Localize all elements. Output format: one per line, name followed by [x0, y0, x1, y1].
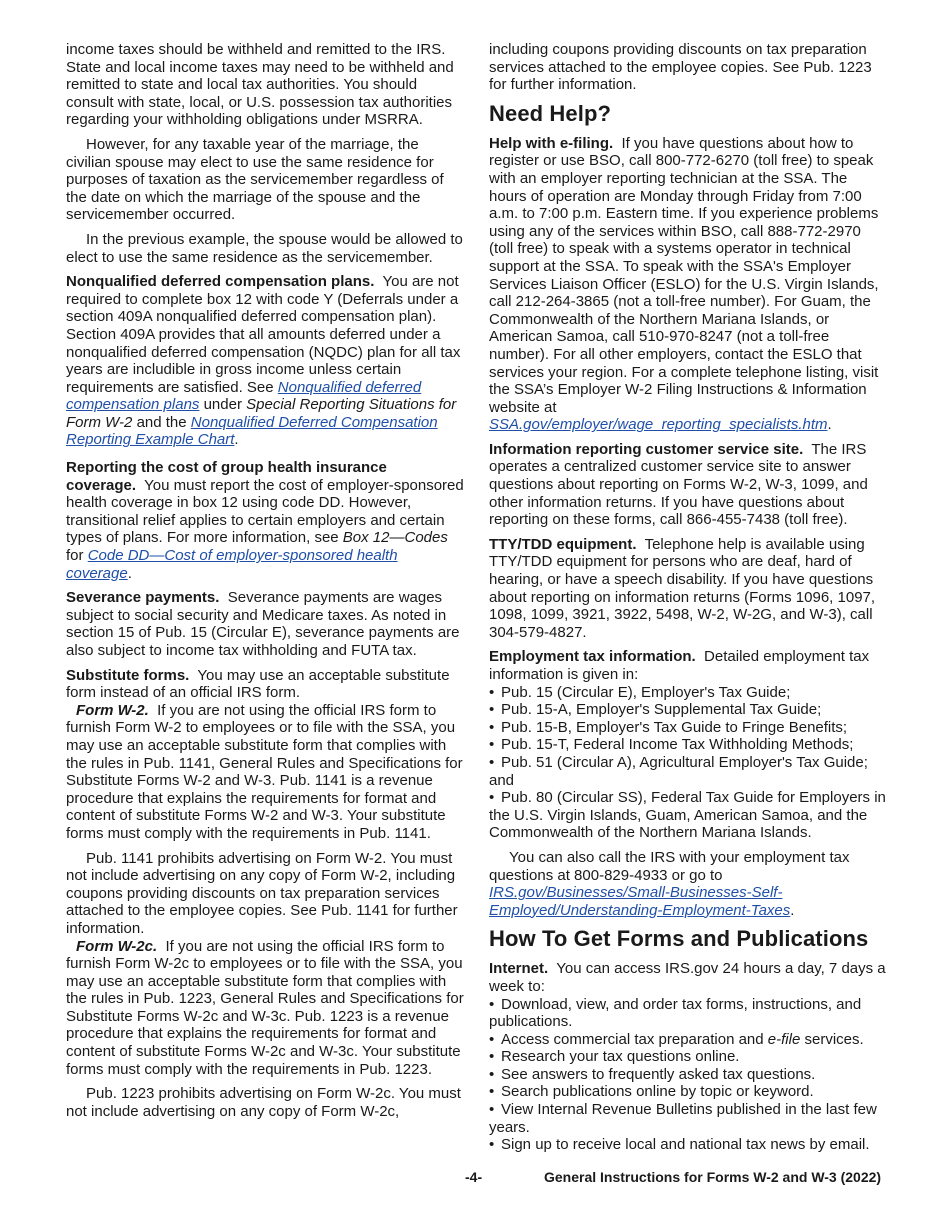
list-item: • Pub. 15-A, Employer's Supplemental Tax Guide; [489, 701, 822, 719]
left-column [66, 41, 464, 1127]
severance-heading: Severance payments. [66, 589, 220, 607]
list-item: • Pub. 15-B, Employer's Tax Guide to Fringe Benefits; [489, 718, 848, 736]
internet-heading: Internet. [489, 960, 549, 978]
section-nqdc: Nonqualified deferred compensation plans. You are not required to complete box 12 with code Y (Deferrals under a section 409A nonqualified deferred compensation plan). Section 409A provides that all amounts deferred under a nonqualified deferred compensation (NQDC) plan for all tax years are includible in gross income unless certain requirements are satisfied. See Nonqualified deferred compensation plans under Special Reporting Situations for Form W-2 and the Nonqualified Deferred Compensation Reporting Example Chart. [66, 273, 461, 449]
severance-text: Severance payments are wages subject to social security and Medicare taxes. As noted in section 15 of Pub. 15 (Circular E), severance payments are also subject to income tax withholding and FUTA tax. [66, 589, 460, 659]
right-column [489, 41, 886, 1154]
form-w2c-text: If you are not using the official IRS form to furnish Form W-2c to employees or to file with the SSA, you may use an acceptable substitute form that complies with the rules in Pub. 1223, General Rules and Specifications for Substitute Forms W-2c and W-3c. Pub. 1223 is a revenue procedure that explains the requirements for format and content of substitute Forms W-2c and W-3c. Your substitute forms must comply with the requirements in Pub. 1223. [66, 937, 464, 1078]
health-for: for [66, 547, 84, 565]
section-internet [489, 960, 886, 995]
paragraph-continued: including coupons providing discounts on tax preparation services attached to the employee copies. See Pub. 1223 for further information. [489, 41, 872, 94]
paragraph-msrra: income taxes should be withheld and remitted to the IRS. State and local income taxes may need to be withheld and remitted to state and local tax authorities. You should consult with state, local, or U.S. possession tax authorities regarding your withholding obligations under MSRRA. [66, 41, 454, 129]
efiling-text: If you have questions about how to register or use BSO, call 800-772-6270 (toll free) to speak with an employer reporting technician at the SSA. The hours of operation are Monday through Friday from 7:00 a.m. to 7:00 p.m. Eastern time. If you experience problems using any of the services within BSO, call 888-772-2970 (toll free) to speak with a systems operator in technical support at the SSA. To speak with the SSA's Employer Services Liaison Officer (ESLO) for the U.S. Virgin Islands, call 212-264-3865 (not a toll-free number). For Guam, the Commonwealth of the Northern Mariana Islands, or American Samoa, call 510-970-8247 (not a toll-free number). For all other employers, contact the ESLO that services your region. For a complete telephone listing, visit the SSA’s Employer W-2 Filing Instructions & Information website at [489, 134, 879, 416]
list-item: • Pub. 80 (Circular SS), Federal Tax Guide for Employers in the U.S. Virgin Islands, Guam, American Samoa, and the Commonwealth of the Northern Mariana Islands. [489, 789, 886, 842]
info-reporting-heading: Information reporting customer service site. [489, 440, 804, 458]
section-substitute-forms [66, 667, 464, 702]
section-severance [66, 589, 464, 659]
nqdc-italic-ref: Special Reporting Situations for Form W-2 [66, 396, 457, 431]
efiling-heading: Help with e-filing. [489, 134, 614, 152]
nqdc-chart-link[interactable]: Nonqualified Deferred Compensation Reporting Example Chart [66, 413, 438, 449]
section-employment-tax [489, 648, 886, 683]
nqdc-heading: Nonqualified deferred compensation plans. [66, 273, 375, 291]
list-item: • Pub. 15-T, Federal Income Tax Withholding Methods; [489, 736, 854, 754]
paragraph-civilian-spouse: However, for any taxable year of the marriage, the civilian spouse may elect to use the same residence for purposes of taxation as the servicemember regardless of the date on which the marriage of the spouse and the servicemember occurred. [66, 135, 444, 224]
nqdc-and: and the [136, 413, 187, 431]
list-item: • Access commercial tax preparation and e-file services. [489, 1030, 864, 1048]
list-item: • See answers to frequently asked tax questions. [489, 1065, 816, 1083]
employment-tax-text: Detailed employment tax information is given in: [489, 648, 870, 683]
employment-tax-list [489, 684, 886, 842]
section-form-w2 [66, 702, 464, 843]
list-item: • Pub. 51 (Circular A), Agricultural Employer's Tax Guide; and [489, 753, 868, 789]
section-health-coverage: Reporting the cost of group health insurance coverage. You must report the cost of employer-sponsored health coverage in box 12 using code DD. However, transitional relief applies to certain employers and certain types of plans. For more information, see Box 12—Codes for Code DD—Cost of employer-sponsored health coverage. [66, 459, 464, 582]
internet-text: You can access IRS.gov 24 hours a day, 7 days a week to: [489, 960, 886, 995]
need-help-heading: Need Help? [489, 100, 612, 126]
substitute-heading: Substitute forms. [66, 666, 190, 684]
section-info-reporting [489, 441, 886, 529]
health-text: You must report the cost of employer-sponsored health coverage in box 12 using code DD. However, transitional relief applies to certain employers and certain types of plans. For more information, see [66, 476, 464, 547]
internet-list [489, 996, 886, 1154]
paragraph-w2c-advertising: Pub. 1223 prohibits advertising on Form W-2c. You must not include advertising on any copy of Form W-2c, [66, 1085, 461, 1120]
paragraph-call-irs: You can also call the IRS with your employment tax questions at 800-829-4933 or go to IRS.gov/Businesses/Small-Businesses-Self-Employed/Understanding-Employment-Taxes. [489, 848, 850, 919]
section-efiling: Help with e-filing. If you have questions about how to register or use BSO, call 800-772-6270 (toll free) to speak with an employer reporting technician at the SSA. The hours of operation are Monday through Friday from 7:00 a.m. to 7:00 p.m. Eastern time. If you experience problems using any of the services within BSO, call 888-772-2970 (toll free) to speak with a systems operator in technical support at the SSA. To speak with the SSA's Employer Services Liaison Officer (ESLO) for the U.S. Virgin Islands, call 212-264-3865 (not a toll-free number). For Guam, the Commonwealth of the Northern Mariana Islands, or American Samoa, call 510-970-8247 (not a toll-free number). For all other employers, contact the ESLO that services your region. For a complete telephone listing, visit the SSA’s Employer W-2 Filing Instructions & Information website at SSA.gov/employer/wage_reporting_specialists.htm. [489, 134, 879, 434]
forms-publications-heading: How To Get Forms and Publications [489, 926, 869, 952]
ssa-link[interactable]: SSA.gov/employer/wage_reporting_specialists.htm [489, 416, 828, 434]
nqdc-link[interactable]: Nonqualified deferred compensation plans [66, 378, 422, 414]
form-w2-heading: Form W-2. [76, 701, 149, 719]
section-tty [489, 536, 886, 642]
nqdc-text: You are not required to complete box 12 with code Y (Deferrals under a section 409A nonqualified deferred compensation plan). Section 409A provides that all amounts deferred under a nonqualified deferred compensation (NQDC) plan for all tax years are includible in gross income unless certain requirements are satisfied. See [66, 273, 461, 396]
list-item: • Download, view, and order tax forms, instructions, and publications. [489, 995, 862, 1031]
list-item: • Sign up to receive local and national tax news by email. [489, 1136, 870, 1154]
footer-title: General Instructions for Forms W-2 and W-3 (2022) [544, 1169, 882, 1185]
form-w2c-heading: Form W-2c. [76, 937, 158, 955]
call-irs-text: You can also call the IRS with your employment tax questions at 800-829-4933 or go to [489, 848, 850, 884]
list-item: • Research your tax questions online. [489, 1048, 740, 1066]
list-item: • Pub. 15 (Circular E), Employer's Tax Guide; [489, 683, 791, 701]
code-dd-link[interactable]: Code DD—Cost of employer-sponsored health coverage [66, 547, 398, 582]
paragraph-w2-advertising: Pub. 1141 prohibits advertising on Form W-2. You must not include advertising on any copy of Form W-2, including coupons providing discounts on tax preparation services attached to the employee copies. See Pub. 1141 for further information. [66, 849, 458, 937]
health-heading: Reporting the cost of group health insurance coverage. [66, 459, 387, 494]
substitute-text: You may use an acceptable substitute form instead of an official IRS form. [66, 666, 450, 702]
list-item: • View Internal Revenue Bulletins published in the last few years. [489, 1101, 877, 1136]
info-reporting-text: The IRS operates a centralized customer service site to answer questions about reporting on Forms W-2, W-3, 1099, and other information returns. If you have questions about reporting on these forms, call 866-455-7438 (toll free). [489, 440, 868, 529]
form-w2-text: If you are not using the official IRS form to furnish Form W-2 to employees or to file with the SSA, you may use an acceptable substitute form that complies with the rules in Pub. 1141, General Rules and Specifications for Substitute Forms W-2 and W-3. Pub. 1141 is a revenue procedure that explains the requirements for format and content of substitute Forms W-2 and W-3. Your substitute forms must comply with the requirements in Pub. 1141. [66, 701, 463, 842]
list-item: • Search publications online by topic or keyword. [489, 1083, 814, 1101]
tty-heading: TTY/TDD equipment. [489, 535, 637, 553]
section-form-w2c [66, 938, 464, 1079]
irs-employment-taxes-link[interactable]: IRS.gov/Businesses/Small-Businesses-Self-Employed/Understanding-Employment-Taxes [489, 884, 791, 919]
page-number: -4- [465, 1169, 483, 1185]
tty-text: Telephone help is available using TTY/TDD equipment for persons who are deaf, hard of hearing, or have a speech disability. If you have questions about reporting on information returns (Forms 1096, 1097, 1098, 1099, 3921, 3922, 5498, W-2, W-2G, and W-3), call 304-579-4827. [489, 535, 876, 641]
nqdc-under: under [203, 396, 242, 414]
health-italic-ref: Box 12—Codes [342, 529, 448, 547]
paragraph-previous-example: In the previous example, the spouse would be allowed to elect to use the same residence as the servicemember. [66, 230, 463, 266]
employment-tax-heading: Employment tax information. [489, 648, 696, 666]
